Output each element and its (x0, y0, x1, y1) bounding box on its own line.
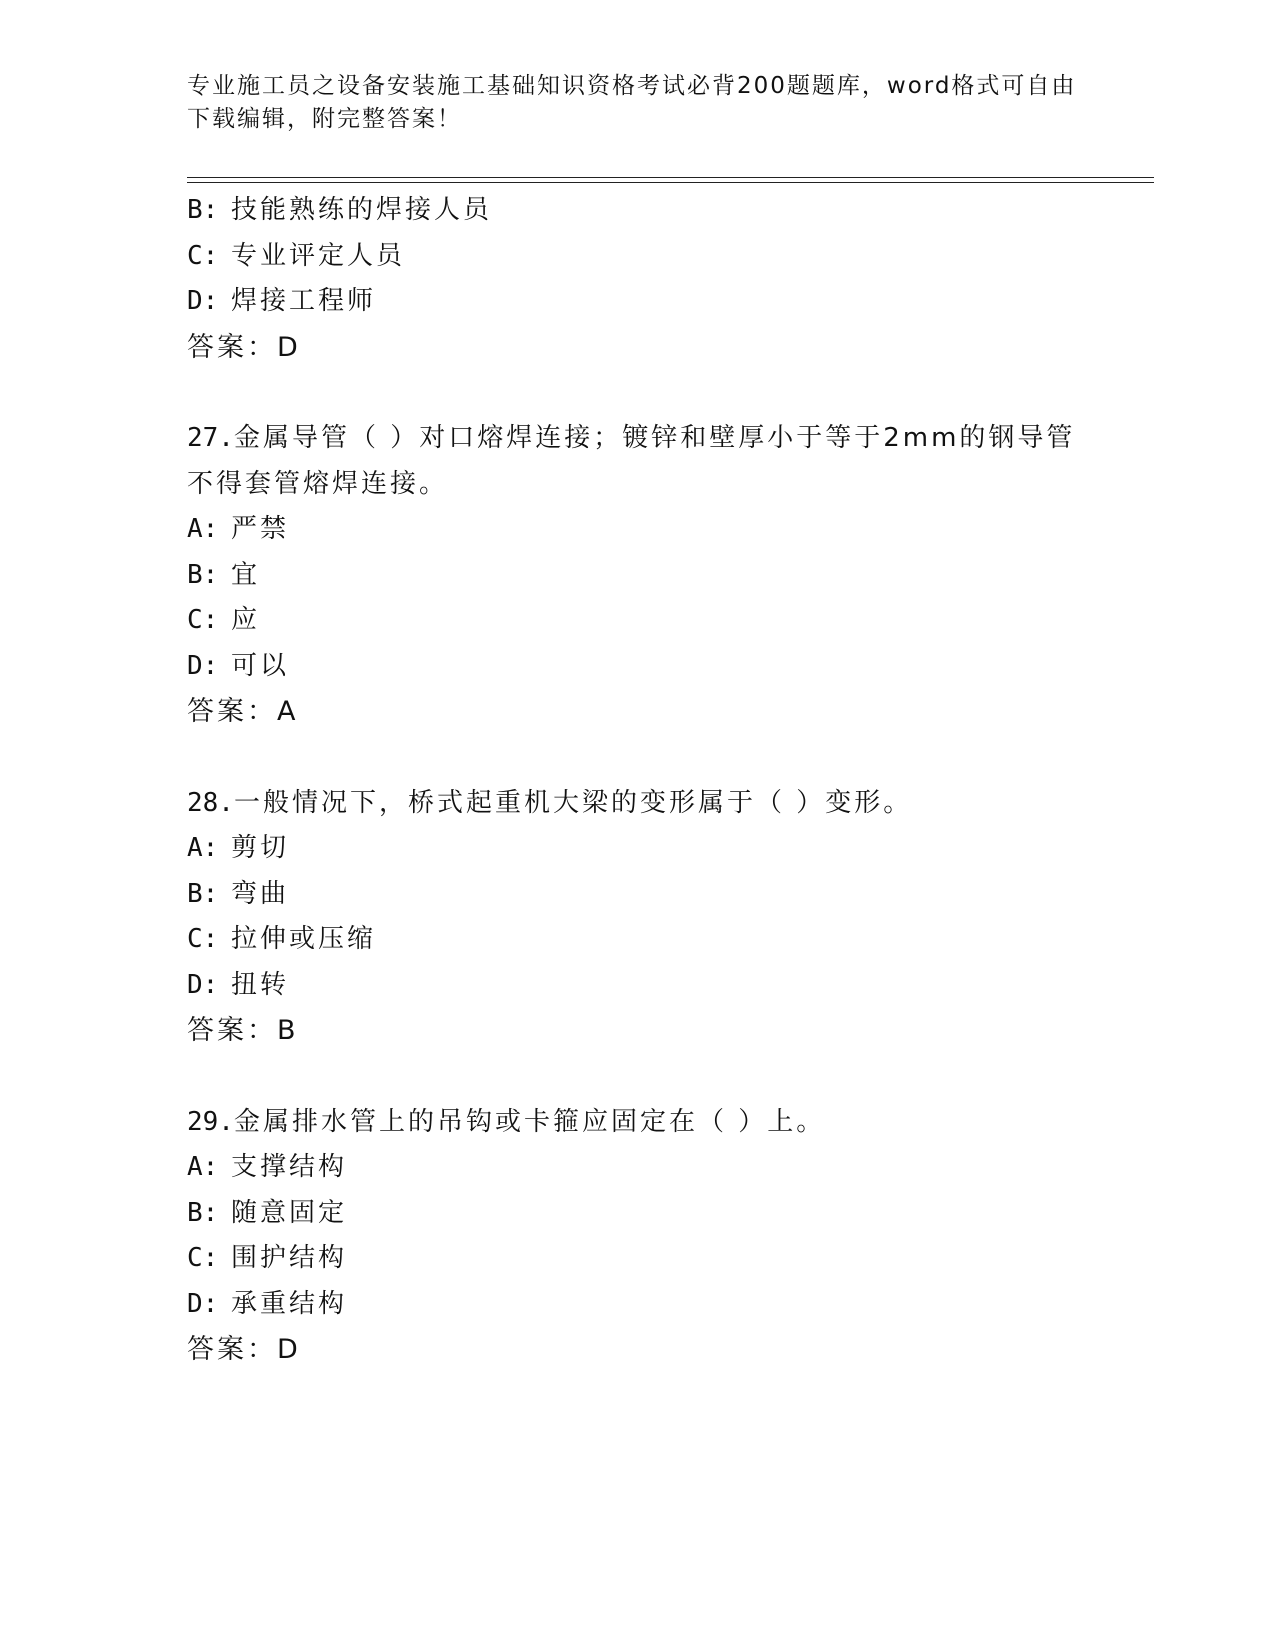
answer-line (187, 1327, 1087, 1373)
option-letter: C: (187, 1243, 219, 1273)
question-text (187, 1100, 1087, 1146)
option-letter: D: (187, 1288, 219, 1319)
option-text: 扭转 (231, 969, 290, 1000)
header-rule-top (187, 177, 1154, 178)
question-number: 29. (187, 1106, 234, 1137)
option-text: 专业评定人员 (231, 240, 406, 271)
option-text: 焊接工程师 (231, 286, 377, 316)
answer-line (187, 325, 1087, 371)
option-text: 技能熟练的焊接人员 (231, 195, 493, 225)
spacer (187, 370, 1087, 416)
question-number: 28. (187, 787, 234, 818)
option-text: 可以 (231, 650, 290, 681)
question-block-27 (187, 416, 1087, 735)
option-letter: D: (187, 650, 219, 681)
header-rule-bottom (187, 182, 1154, 183)
option-c (187, 234, 1087, 280)
option-b (187, 553, 1087, 599)
answer-line (187, 1008, 1087, 1054)
option-text: 宜 (231, 559, 261, 590)
option-letter: B: (187, 1197, 219, 1228)
option-letter: C: (187, 240, 219, 271)
question-number: 27. (187, 423, 234, 453)
answer-label: 答案： (187, 1015, 277, 1046)
option-c (187, 598, 1087, 644)
option-text: 随意固定 (231, 1197, 348, 1228)
answer-value: A (277, 696, 296, 727)
answer-line (187, 689, 1087, 735)
option-c (187, 917, 1087, 963)
question-text (187, 781, 1087, 827)
question-stem: 金属导管（ ）对口熔焊连接；镀锌和壁厚小于等于2mm的钢导管不得套管熔焊连接。 (187, 423, 1076, 499)
option-d (187, 963, 1087, 1009)
option-letter: D: (187, 286, 219, 316)
option-letter: D: (187, 969, 219, 1000)
spacer (187, 735, 1087, 781)
option-text: 严禁 (231, 514, 290, 544)
question-stem: 一般情况下，桥式起重机大梁的变形属于（ ）变形。 (233, 787, 913, 818)
option-letter: A: (187, 514, 219, 544)
answer-label: 答案： (187, 1334, 277, 1365)
option-d (187, 1282, 1087, 1328)
option-letter: A: (187, 1152, 219, 1182)
answer-label: 答案： (187, 696, 277, 727)
option-text: 弯曲 (231, 878, 290, 909)
option-text: 剪切 (231, 833, 290, 863)
question-list (187, 188, 1087, 1373)
option-letter: C: (187, 605, 219, 635)
option-letter: B: (187, 878, 219, 909)
option-text: 应 (231, 605, 261, 635)
question-stem: 金属排水管上的吊钩或卡箍应固定在（ ）上。 (233, 1106, 826, 1137)
question-block-28 (187, 781, 1087, 1054)
option-d (187, 279, 1087, 325)
option-letter: C: (187, 924, 219, 954)
option-text: 承重结构 (231, 1288, 348, 1319)
spacer (187, 1054, 1087, 1100)
option-c (187, 1236, 1087, 1282)
answer-value: D (277, 331, 298, 363)
question-text (187, 416, 1087, 507)
option-a (187, 1145, 1087, 1191)
answer-label: 答案： (187, 331, 277, 363)
option-a (187, 826, 1087, 872)
option-letter: B: (187, 559, 219, 590)
question-block-prev (187, 188, 1087, 370)
option-b (187, 188, 1087, 234)
option-text: 围护结构 (231, 1243, 348, 1273)
document-header: 专业施工员之设备安装施工基础知识资格考试必背200题题库，word格式可自由下载编辑，附完整答案！ (187, 73, 1077, 132)
option-b (187, 872, 1087, 918)
option-d (187, 644, 1087, 690)
answer-value: D (277, 1334, 298, 1365)
option-letter: A: (187, 833, 219, 863)
option-b (187, 1191, 1087, 1237)
option-text: 拉伸或压缩 (231, 924, 377, 954)
answer-value: B (277, 1015, 296, 1046)
option-text: 支撑结构 (231, 1152, 348, 1182)
question-block-29 (187, 1100, 1087, 1373)
option-a (187, 507, 1087, 553)
option-letter: B: (187, 195, 219, 225)
